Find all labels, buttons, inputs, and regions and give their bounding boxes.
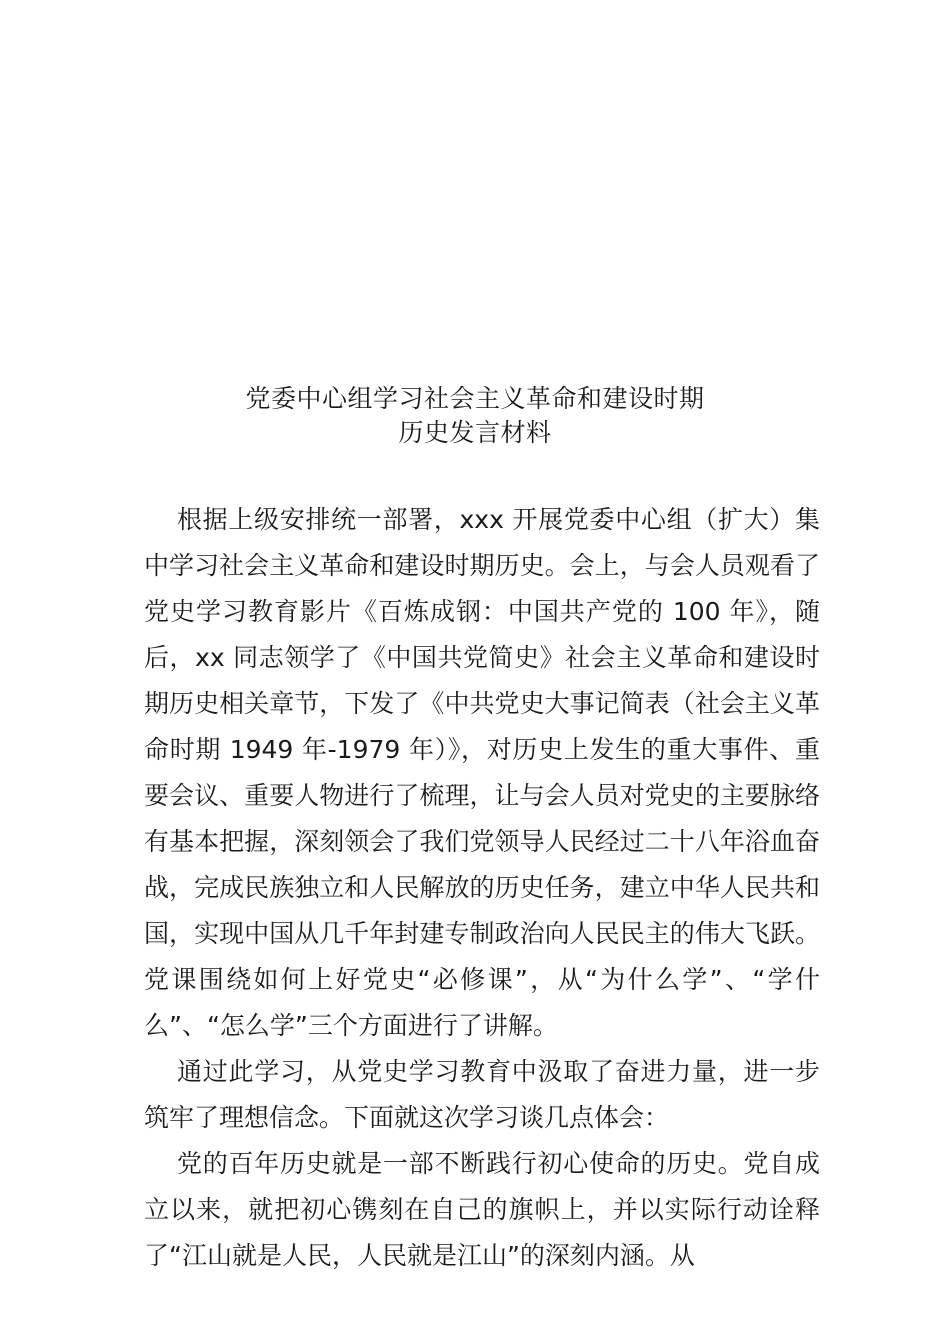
paragraph-3: 党的百年历史就是一部不断践行初心使命的历史。党自成立以来，就把初心镌刻在自己的旗帜上，并以实际行动诠释了“江山就是人民，人民就是江山”的深刻内涵。从 <box>144 1149 820 1270</box>
document-title <box>0 382 950 450</box>
paragraph-2: 通过此学习，从党史学习教育中汲取了奋进力量，进一步筑牢了理想信念。下面就这次学习谈几点体会： <box>144 1057 820 1132</box>
document-body <box>144 497 820 1279</box>
paragraph-1: 根据上级安排统一部署，xxx 开展党委中心组（扩大）集中学习社会主义革命和建设时期历史。会上，与会人员观看了党史学习教育影片《百炼成钢：中国共产党的 100 年》，随后，xx 同志领学了《中国共党简史》社会主义革命和建设时期历史相关章节，下发了《中共党史大事记简表（社会主义革命时期 1949 年-1979 年）》，对历史上发生的重大事件、重要会议、重要人物进行了梳理，让与会人员对党史的主要脉络有基本把握，深刻领会了我们党领导人民经过二十八年浴血奋战，完成民族独立和人民解放的历史任务，建立中华人民共和国，实现中国从几千年封建专制政治向人民民主的伟大飞跃。党课围绕如何上好党史“必修课”，从“为什么学”、“学什么”、“怎么学”三个方面进行了讲解。 <box>144 505 820 1040</box>
title-line-1: 党委中心组学习社会主义革命和建设时期 <box>245 384 705 413</box>
title-line-2: 历史发言材料 <box>398 418 552 447</box>
